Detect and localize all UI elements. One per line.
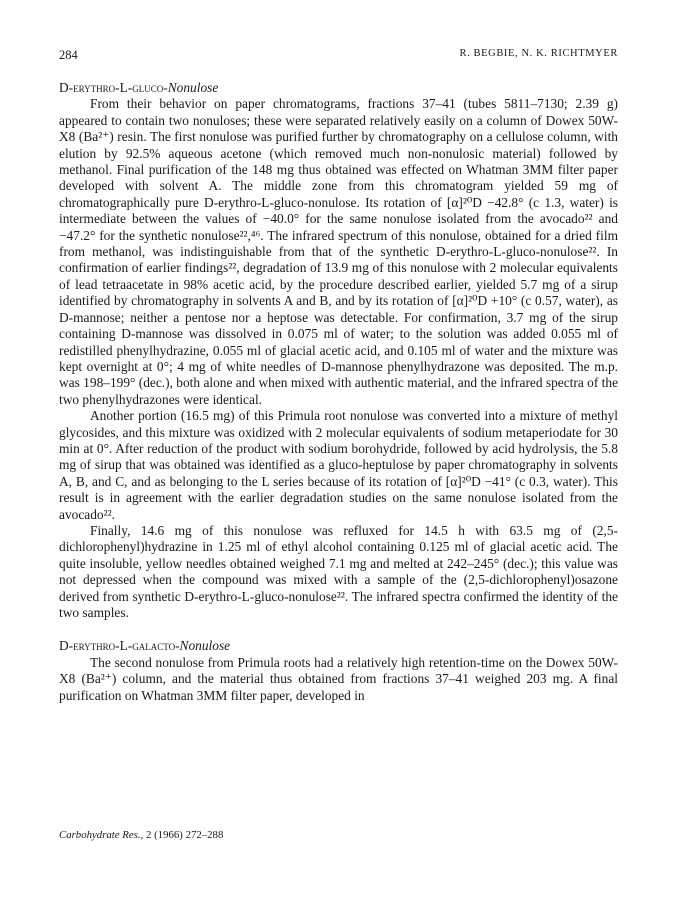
section-gap bbox=[59, 621, 618, 638]
paragraph: From their behavior on paper chromatograms, fractions 37–41 (tubes 5811–7130; 2.39 g) appeared to contain two nonuloses; these were separated relatively easily on a column of Dowex 50W-X8 (Ba²⁺) resin. The first nonulose was purified further by chromatography on a cellulose column, with elution by 92.5% aqueous acetone (which removed much non-nonulosic material) followed by methanol. Final purification of the 148 mg thus obtained was effected on Whatman 3MM filter paper developed with solvent A. The middle zone from this chromatogram yielded 59 mg of chromatographically pure D-erythro-L-gluco-nonulose. Its rotation of [α]²⁰D −42.8° (c 1.3, water) is intermediate between the values of −40.0° for the same nonulose isolated from the avocado²² and −47.2° for the synthetic nonulose²²,⁴⁶. The infrared spectrum of this nonulose, obtained for a dried film from methanol, was indistinguishable from that of the synthetic D-erythro-L-gluco-nonulose²². In confirmation of earlier findings²², degradation of 13.9 mg of this nonulose with 2 molecular equivalents of lead tetraacetate in 98% acetic acid, by the procedure described earlier, yielded 5.7 mg of a sirup identified by chromatography in solvents A and B, and by its rotation of [α]²⁰D +10° (c 0.57, water), as D-mannose; neither a pentose nor a heptose was detectable. For confirmation, 3.7 mg of the sirup containing D-mannose was dissolved in 0.075 ml of water; to the solution was added 0.055 ml of redistilled phenylhydrazine, 0.055 ml of glacial acetic acid, and 0.105 ml of water and the mixture was kept overnight at 0°; 4 mg of white needles of D-mannose phenylhydrazone was deposited. The m.p. was 198–199° (dec.), both alone and when mixed with authentic material, and the infrared spectra of the two phenylhydrazones were identical. bbox=[59, 96, 619, 407]
section-heading-galacto: D-erythro-L-galacto-Nonulose bbox=[59, 638, 231, 654]
paragraph: Finally, 14.6 mg of this nonulose was refluxed for 14.5 h with 63.5 mg of (2,5-dichlorophenyl)hydrazine in 1.25 ml of ethyl alcohol containing 0.125 ml of glacial acetic acid. The quite insoluble, yellow needles obtained weighed 7.1 mg and melted at 242–245° (dec.); this value was not depressed when the compound was mixed with a sample of the (2,5-dichlorophenyl)osazone derived from synthetic D-erythro-L-gluco-nonulose²². The infrared spectra confirmed the identity of the two samples. bbox=[59, 522, 618, 620]
paragraph: Another portion (16.5 mg) of this Primula root nonulose was converted into a mixture of methyl glycosides, and this mixture was oxidized with 2 molecular equivalents of sodium metaperiodate for 30 min at 0°. After reduction of the product with sodium borohydride, followed by acid hydrolysis, the 5.8 mg of sirup that was obtained was identified as a gluco-heptulose by paper chromatography in solvents A, B, and C, and as belonging to the L series because of its rotation of [α]²⁰D −41° (c 0.3, water). This result is in agreement with the earlier degradation studies on the same nonulose isolated from the avocado²². bbox=[59, 408, 618, 522]
page-header bbox=[59, 48, 618, 64]
running-head: R. BEGBIE, N. K. RICHTMYER bbox=[459, 48, 618, 59]
article-body bbox=[59, 80, 618, 704]
journal-citation: 2 (1966) 272–288 bbox=[145, 829, 224, 841]
page-number: 284 bbox=[59, 48, 78, 62]
section-heading-gluco: D-erythro-L-gluco-Nonulose bbox=[59, 80, 219, 95]
paragraph: The second nonulose from Primula roots had a relatively high retention-time on the Dowex 50W-X8 (Ba²⁺) column, and the material thus obtained from fractions 37–41 weighed 203 mg. A final purification on Whatman 3MM filter paper, developed in bbox=[59, 654, 618, 703]
page-footer bbox=[59, 829, 223, 841]
journal-name: Carbohydrate Res., bbox=[59, 829, 144, 841]
